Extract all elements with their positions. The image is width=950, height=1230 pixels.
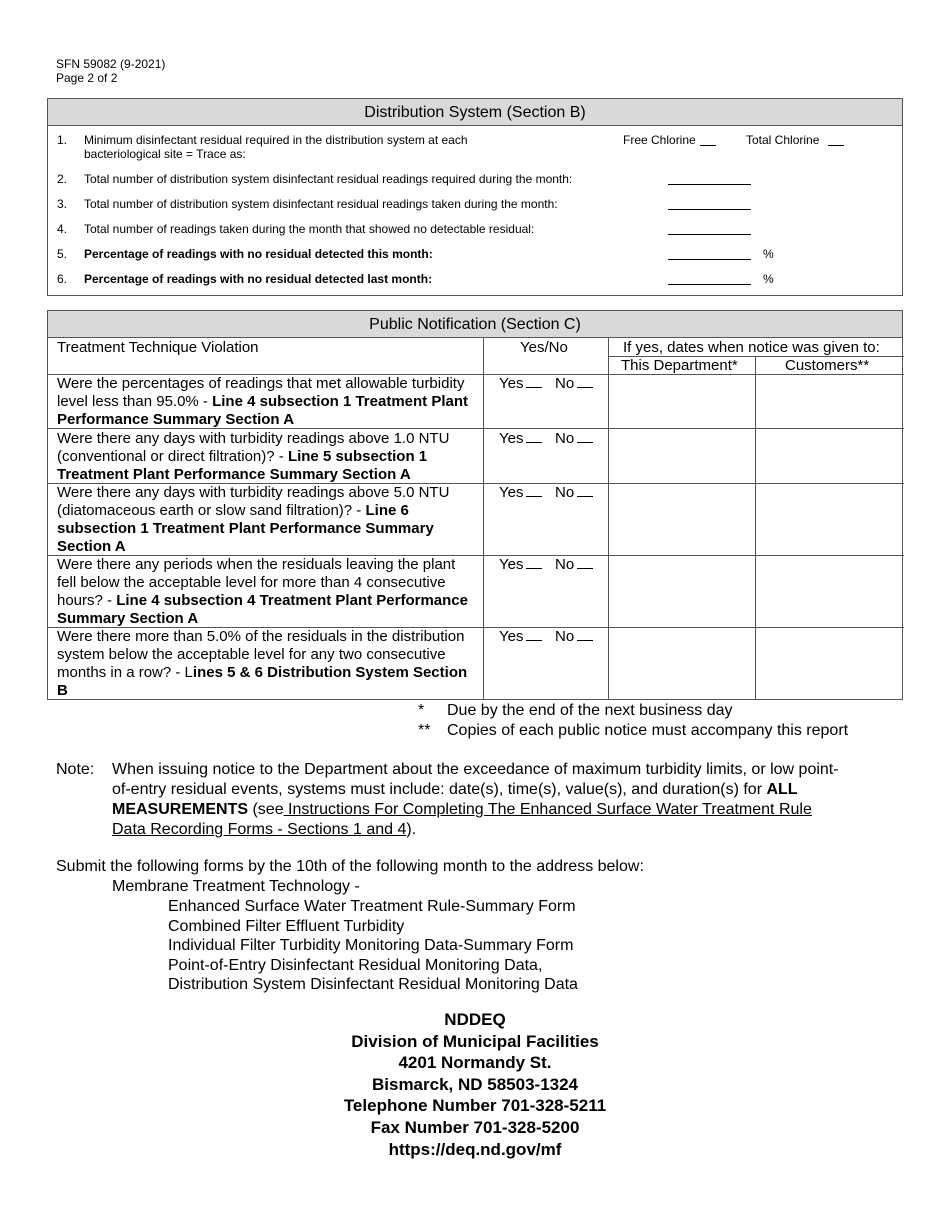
violation-question-3: Were there any days with turbidity readings above 5.0 NTU (diatomaceous earth or slow sand filtration)? - Line 6 subsection 1 Treatment Plant Performance Summary Section A bbox=[57, 484, 450, 555]
section-c-title: Public Notification (Section C) bbox=[48, 311, 902, 338]
form-item: Enhanced Surface Water Treatment Rule-Summary Form bbox=[168, 898, 576, 915]
yes-no-1[interactable]: Yes No bbox=[499, 375, 593, 393]
form-item: Combined Filter Effluent Turbidity bbox=[168, 917, 405, 935]
item-number: 4. bbox=[57, 222, 68, 236]
note-body: When issuing notice to the Department about the exceedance of maximum turbidity limits, or low point-of-entry residual events, systems must include: date(s), time(s), value(s), and duration(s) for ALL MEASUREMENTS (see Instructions For Completing The Enhanced Surface Water Treatment Rule Data Recording Forms - Sections 1 and 4). bbox=[112, 761, 839, 838]
address-fax: Fax Number 701-328-5200 bbox=[370, 1117, 580, 1137]
percent-sign: % bbox=[763, 247, 774, 261]
item-text: Percentage of readings with no residual detected last month: bbox=[84, 272, 433, 286]
address-division: Division of Municipal Facilities bbox=[351, 1031, 599, 1051]
readings-taken-field[interactable] bbox=[668, 197, 751, 210]
item-text: Total number of readings taken during the month that showed no detectable residual: bbox=[84, 222, 535, 236]
violation-question-5: Were there more than 5.0% of the residuals in the distribution system below the acceptable level for any two consecutive months in a row? - Lines 5 & 6 Distribution System Section B bbox=[57, 628, 468, 699]
address-city: Bismarck, ND 58503-1324 bbox=[371, 1074, 579, 1094]
item-text: Percentage of readings with no residual detected this month: bbox=[84, 247, 433, 261]
free-chlorine-field[interactable] bbox=[700, 133, 716, 146]
address-street: 4201 Normandy St. bbox=[398, 1053, 552, 1073]
note-label: Note: bbox=[56, 761, 95, 778]
yes-no-2[interactable]: Yes No bbox=[499, 430, 593, 448]
footnote-2-mark: ** bbox=[418, 722, 431, 739]
col-department-header: This Department* bbox=[621, 357, 738, 374]
percent-last-month-field[interactable] bbox=[668, 272, 751, 285]
footnote-2: Copies of each public notice must accompany this report bbox=[447, 722, 849, 739]
item-number: 2. bbox=[57, 172, 68, 186]
instructions-reference: Instructions For Completing The Enhanced Surface Water Treatment Rule Data Recording Forms - Sections 1 and 4 bbox=[112, 801, 812, 838]
yes-no-4[interactable]: Yes No bbox=[499, 556, 593, 574]
violation-question-4: Were there any periods when the residuals leaving the plant fell below the acceptable level for more than 4 consecutive hours? - Line 4 subsection 4 Treatment Plant Performance Summary Section A bbox=[57, 556, 468, 627]
address-url[interactable]: https://deq.nd.gov/mf bbox=[388, 1139, 562, 1159]
col-customers-header: Customers** bbox=[785, 357, 870, 374]
free-chlorine-label: Free Chlorine bbox=[623, 133, 696, 147]
mailing-address bbox=[0, 1009, 950, 1160]
submit-intro: Submit the following forms by the 10th of the following month to the address below: bbox=[56, 858, 644, 875]
forms-list bbox=[168, 897, 578, 995]
section-b-title: Distribution System (Section B) bbox=[48, 99, 902, 126]
form-item: Distribution System Disinfectant Residual Monitoring Data bbox=[168, 976, 578, 994]
footnote-1: Due by the end of the next business day bbox=[447, 702, 733, 719]
page-number: Page 2 of 2 bbox=[56, 71, 118, 85]
form-number: SFN 59082 (9-2021) bbox=[56, 57, 166, 71]
total-chlorine-label: Total Chlorine bbox=[746, 133, 820, 147]
col-yesno-header: Yes/No bbox=[520, 339, 568, 356]
yes-no-5[interactable]: Yes No bbox=[499, 628, 593, 646]
section-b bbox=[47, 98, 903, 296]
footnote-1-mark: * bbox=[418, 702, 425, 719]
percent-this-month-field[interactable] bbox=[668, 247, 751, 260]
item-text: Minimum disinfectant residual required in the distribution system at each bacteriological site = Trace as: bbox=[84, 133, 468, 161]
percent-sign: % bbox=[763, 272, 774, 286]
yes-no-3[interactable]: Yes No bbox=[499, 484, 593, 502]
form-item: Individual Filter Turbidity Monitoring Data-Summary Form bbox=[168, 937, 574, 955]
violation-question-2: Were there any days with turbidity readings above 1.0 NTU (conventional or direct filtration)? - Line 5 subsection 1 Treatment Plant Performance Summary Section A bbox=[57, 430, 450, 483]
col-violation-header: Treatment Technique Violation bbox=[57, 339, 259, 356]
item-number: 5. bbox=[57, 247, 68, 261]
address-phone: Telephone Number 701-328-5211 bbox=[343, 1096, 607, 1116]
section-c bbox=[47, 310, 903, 700]
violation-question-1: Were the percentages of readings that met allowable turbidity level less than 95.0% - Line 4 subsection 1 Treatment Plant Performance Summary Section A bbox=[57, 375, 468, 428]
readings-required-field[interactable] bbox=[668, 172, 751, 185]
item-number: 3. bbox=[57, 197, 68, 211]
item-number: 6. bbox=[57, 272, 68, 286]
address-org: NDDEQ bbox=[444, 1010, 506, 1029]
form-item: Point-of-Entry Disinfectant Residual Monitoring Data, bbox=[168, 956, 543, 974]
item-number: 1. bbox=[57, 133, 68, 147]
form-header bbox=[56, 57, 165, 85]
submit-category: Membrane Treatment Technology - bbox=[112, 878, 360, 895]
item-text: Total number of distribution system disinfectant residual readings required during the month: bbox=[84, 172, 573, 186]
item-text: Total number of distribution system disinfectant residual readings taken during the month: bbox=[84, 197, 558, 211]
col-dates-header: If yes, dates when notice was given to: bbox=[623, 339, 880, 356]
no-residual-count-field[interactable] bbox=[668, 222, 751, 235]
total-chlorine-field[interactable] bbox=[828, 133, 844, 146]
